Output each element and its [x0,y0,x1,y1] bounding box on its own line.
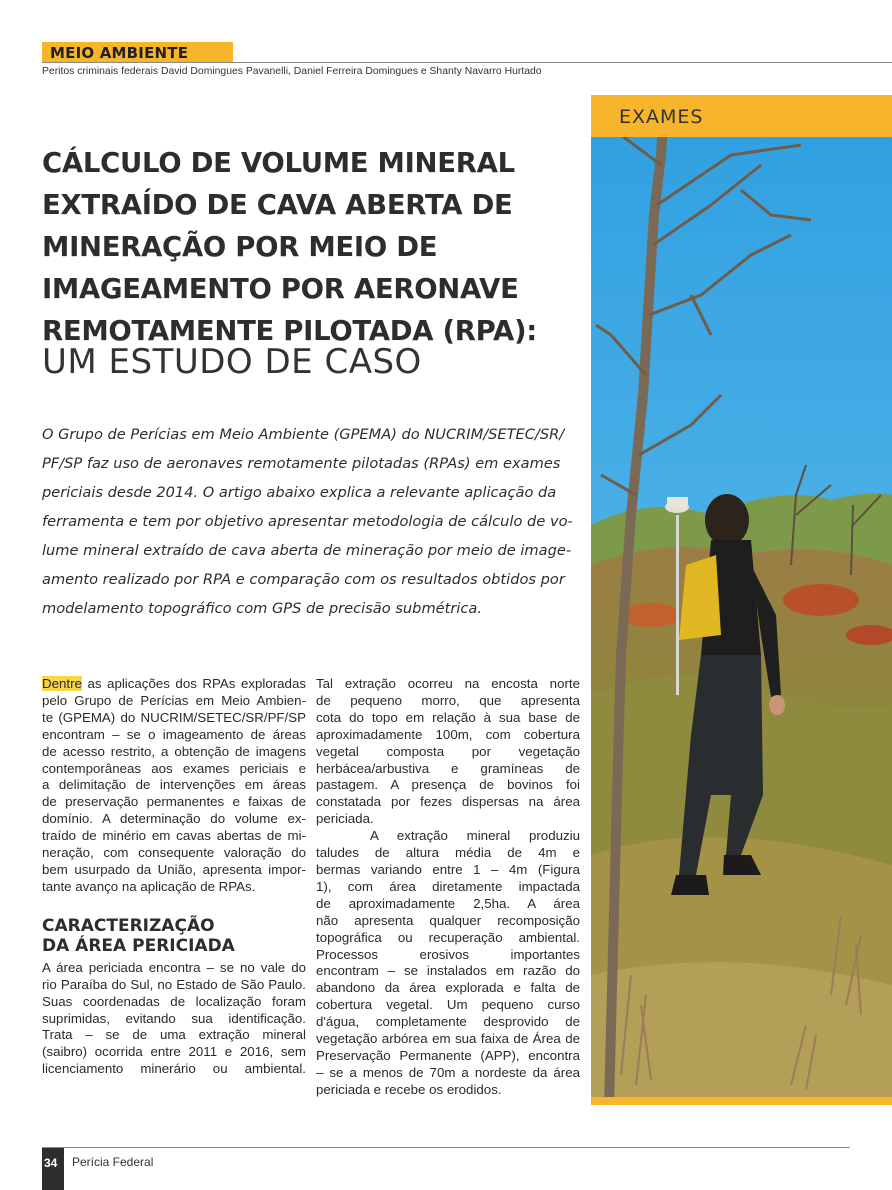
lead-line: O Grupo de Perícias em Meio Ambiente (GPEMA) do NUCRIM/SETEC/SR/ [42,426,565,443]
body-line: Tal extração ocorreu na encosta norte [316,676,580,691]
body-line: vegetal composta por vegetação [316,743,580,759]
body-line: Trata – se de uma extração mineral [42,1027,306,1043]
body-line: bermas variando entre 1 – 4m (Figura [316,861,580,877]
body-line: pelo Grupo de Perícias em Meio Ambien- [42,692,306,708]
body-line: – se a menos de 70m a nordeste da área [316,1064,580,1080]
body-line: rio Paraíba do Sul, no Estado de São Paulo. [42,976,306,992]
footer-divider [42,1147,850,1148]
photo-accent-bar [591,1097,892,1105]
authors-line: Peritos criminais federais David Domingues Pavanelli, Daniel Ferreira Domingues e Shanty Navarro Hurtado [42,66,542,77]
body-line: traído de minério em cavas abertas de mi- [42,828,306,844]
page-number: 34 [44,1156,58,1170]
body-line: licenciamento minerário ou ambiental. [42,1061,306,1077]
body-line: de aproximadamente 2,5ha. A área [316,895,580,911]
lead-line: periciais desde 2014. O artigo abaixo explica a relevante aplicação da [42,484,557,501]
body-line: bem usurpado da União, apresenta impor- [42,861,306,877]
section-tag: MEIO AMBIENTE [42,42,233,63]
body-line: Suas coordenadas de localização foram [42,993,306,1009]
body-line: herbácea/arbustiva e gramíneas de [316,760,580,776]
body-line: a delimitação de intervenções em áreas [42,777,306,793]
body-line: aproximadamente 100m, com cobertura [316,726,580,742]
body-line: contemporâneas aos exames periciais e [42,760,306,776]
body-line: constatada por fezes dispersas na área [316,794,580,810]
field-photo [591,95,892,1105]
title-line: MINERAÇÃO POR MEIO DE [42,231,438,263]
body-line: taludes de altura média de 4m e [316,845,580,861]
article-lead [42,420,582,623]
body-line: Processos erosivos importantes [316,946,580,962]
magazine-name: Perícia Federal [72,1155,154,1169]
body-column-left [42,676,306,1078]
body-line: de acesso restrito, a obtenção de imagens [42,743,306,759]
body-line: domínio. A determinação do volume ex- [42,811,306,827]
article-subtitle: UM ESTUDO DE CASO [42,342,422,382]
heading-line: CARACTERIZAÇÃO [42,915,215,936]
body-line: periciada e recebe os erodidos. [316,1081,502,1097]
highlighted-word: Dentre [42,676,82,691]
lead-line: modelamento topográfico com GPS de precisão submétrica. [42,600,483,617]
body-line: vegetação arbórea em sua faixa de Área de [316,1031,580,1047]
article-title [42,142,582,352]
body-line: de preservação permanentes e faixas de [42,794,306,810]
body-line [42,676,306,693]
body-line: encontram – se o imageamento de áreas [42,726,306,742]
body-line: Preservação Permanente (APP), encontra [316,1047,580,1063]
body-line: não apresenta qualquer recomposição [316,912,580,928]
heading-line: DA ÁREA PERICIADA [42,935,235,956]
body-line: cota do topo em relação à sua base de [316,709,580,725]
lead-line: ferramenta e tem por objetivo apresentar metodologia de cálculo de vo- [42,513,573,530]
body-line: encontram – se instalados em razão do [316,963,580,979]
body-line: cobertura vegetal. Um pequeno curso [316,997,580,1013]
lead-line: PF/SP faz uso de aeronaves remotamente pilotadas (RPAs) em exames [42,455,561,472]
header-divider [42,62,892,63]
exams-tag: EXAMES [619,106,704,128]
body-line: topográfica ou recuperação ambiental. [316,929,580,945]
title-line: REMOTAMENTE PILOTADA (RPA): [42,315,537,347]
lead-line: lume mineral extraído de cava aberta de mineração por meio de image- [42,542,572,559]
body-line: periciada. [316,811,374,827]
body-line: de pequeno morro, que apresenta [316,692,580,708]
body-line: tante avanço na aplicação de RPAs. [42,878,256,894]
body-line: te (GPEMA) do NUCRIM/SETEC/SR/PF/SP [42,709,306,725]
lead-line: amento realizado por RPA e comparação com os resultados obtidos por [42,571,565,588]
body-line: pastagem. A presença de bovinos foi [316,777,580,793]
body-line: abandono da área explorada e falta de [316,980,580,996]
section-heading [42,916,306,956]
body-line: A área periciada encontra – se no vale do [42,959,306,975]
body-line: d'água, completamente desprovido de [316,1014,580,1030]
title-line: CÁLCULO DE VOLUME MINERAL [42,147,515,179]
body-line: (saibro) ocorrida entre 2011 e 2016, sem [42,1044,306,1060]
body-line: 1), com área diretamente impactada [316,878,580,894]
body-line: A extração mineral produziu [370,828,580,844]
body-text: as aplicações dos RPAs exploradas [81,676,306,691]
body-column-right [316,676,580,1099]
body-line: neração, com consequente valoração do [42,845,306,861]
field-photo-illustration [591,95,892,1105]
title-line: IMAGEAMENTO POR AERONAVE [42,273,519,305]
body-line: suprimidas, evitando sua identificação. [42,1010,306,1026]
title-line: EXTRAÍDO DE CAVA ABERTA DE [42,189,513,221]
